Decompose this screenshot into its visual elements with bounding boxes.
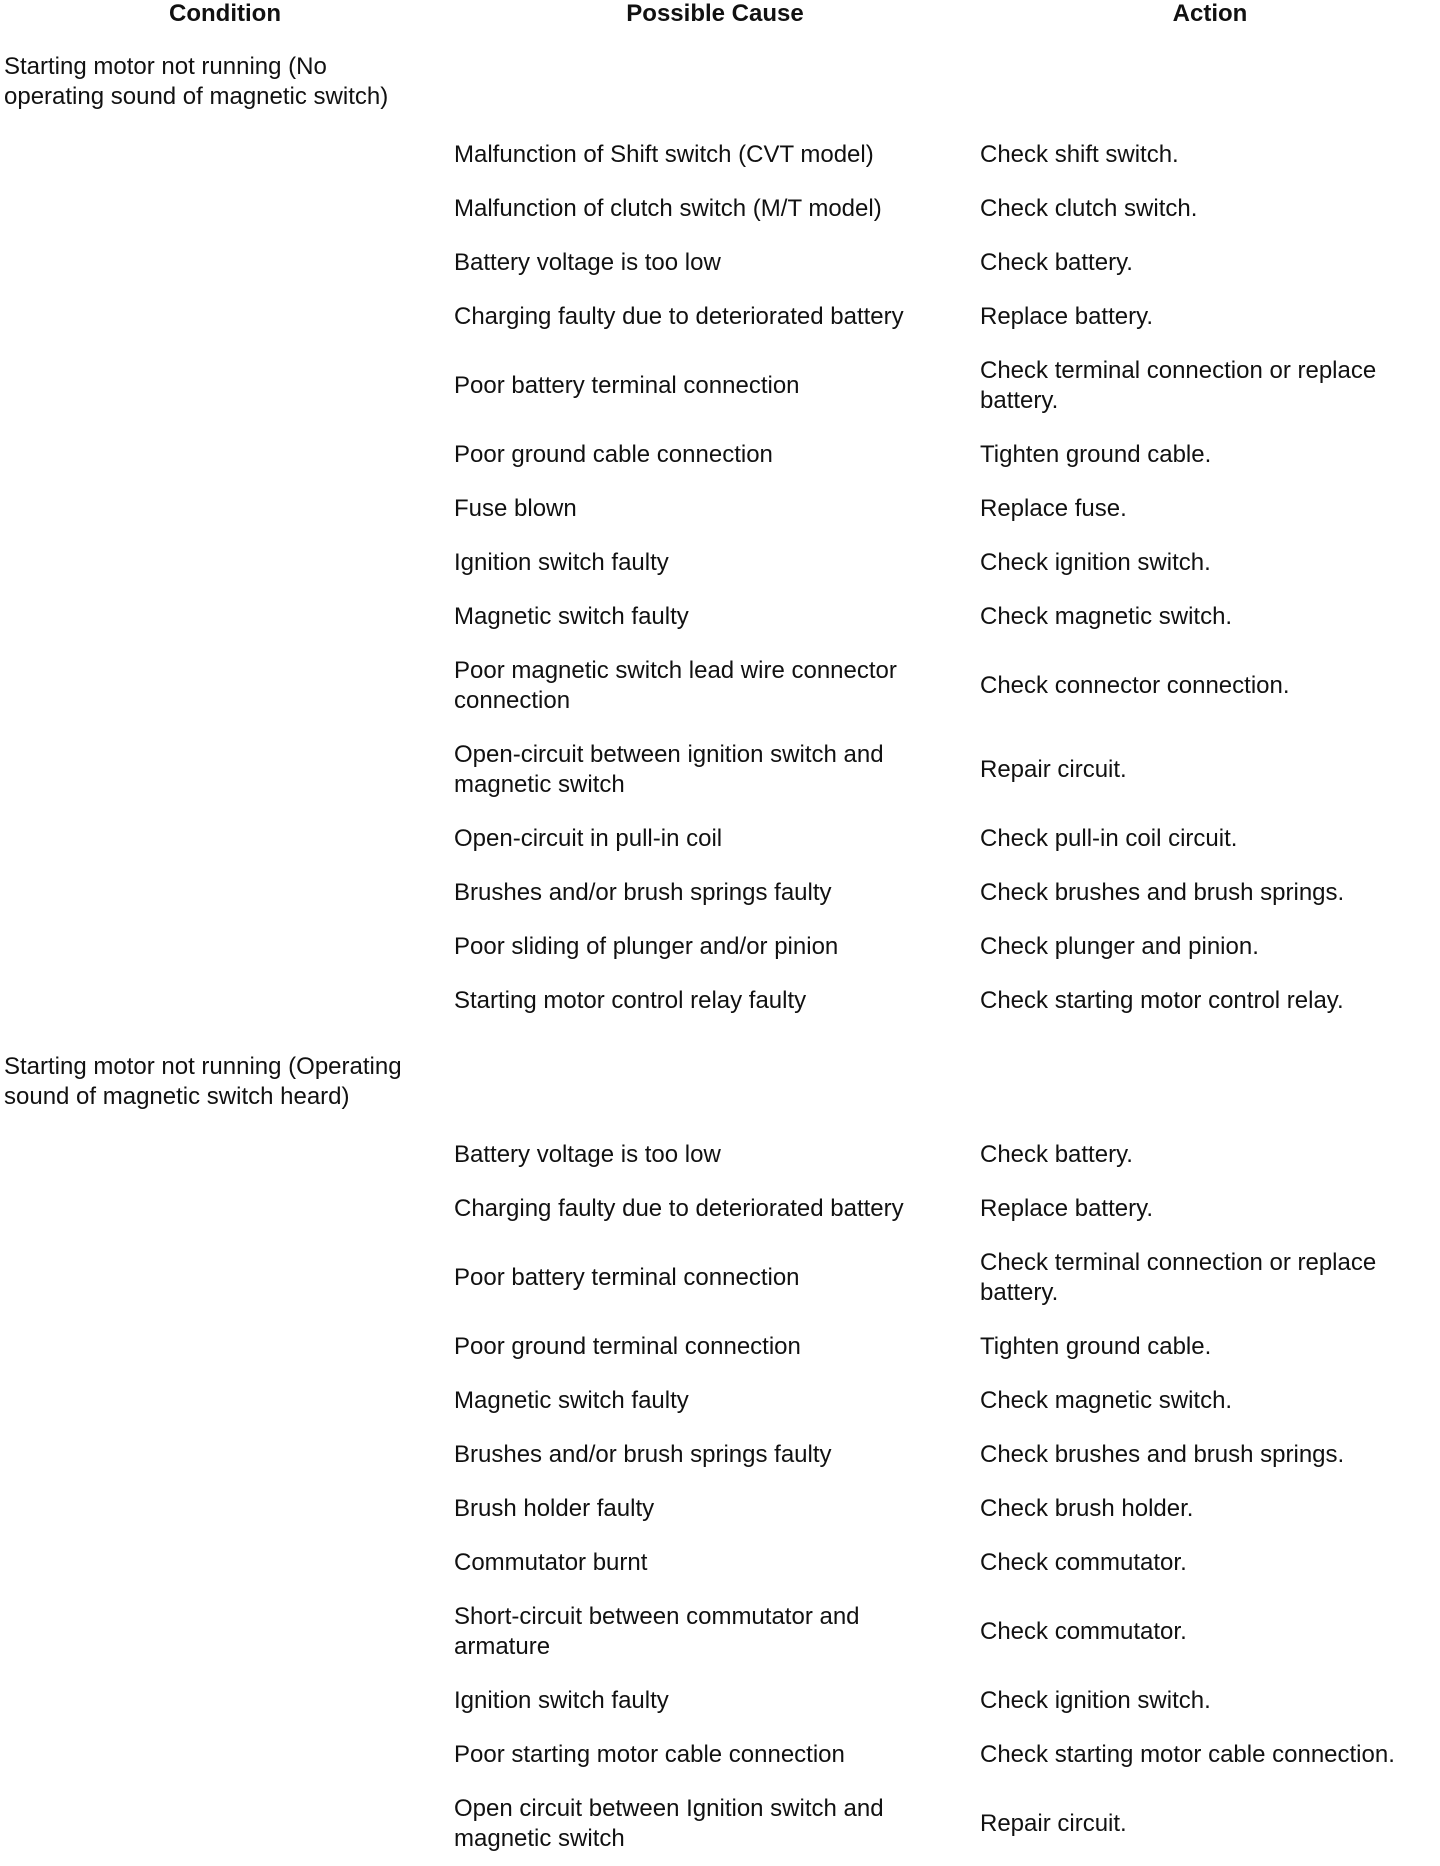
empty-condition-cell [0, 812, 450, 866]
empty-condition-cell [0, 1236, 450, 1320]
action-cell: Check connector connection. [980, 672, 1290, 699]
possible-cause-cell: Poor battery terminal connection [454, 1264, 800, 1291]
table-row [0, 482, 1440, 536]
table-row [0, 920, 1440, 974]
empty-condition-cell [0, 482, 450, 536]
action-cell: Replace fuse. [980, 495, 1127, 522]
header-action: Action [1172, 0, 1248, 27]
table-row [0, 344, 1440, 428]
possible-cause-cell: Poor ground terminal connection [454, 1333, 801, 1360]
header-row [0, 0, 1440, 28]
table-row [0, 1590, 1440, 1674]
action-cell: Check ignition switch. [980, 549, 1211, 576]
empty-condition-cell [0, 1128, 450, 1182]
possible-cause-cell: Battery voltage is too low [454, 1141, 721, 1168]
possible-cause-cell: Poor starting motor cable connection [454, 1741, 845, 1768]
header-condition: Condition [169, 0, 281, 27]
header-possible-cause: Possible Cause [626, 0, 804, 27]
empty-condition-cell [0, 428, 450, 482]
action-cell: Check battery. [980, 1141, 1133, 1168]
possible-cause-cell: Starting motor control relay faulty [454, 987, 807, 1014]
empty-condition-cell [0, 344, 450, 428]
possible-cause-cell: Open-circuit between ignition switch and magnetic switch [454, 741, 884, 798]
condition-text: Starting motor not running (No operating sound of magnetic switch) [4, 53, 389, 110]
empty-condition-cell [0, 290, 450, 344]
action-cell: Check commutator. [980, 1618, 1187, 1645]
possible-cause-cell: Poor battery terminal connection [454, 372, 800, 399]
action-cell: Tighten ground cable. [980, 1333, 1212, 1360]
empty-condition-cell [0, 236, 450, 290]
possible-cause-cell: Open-circuit in pull-in coil [454, 825, 723, 852]
empty-condition-cell [0, 128, 450, 182]
empty-condition-cell [0, 866, 450, 920]
empty-cell [980, 1028, 1440, 1128]
table-row [0, 644, 1440, 728]
action-cell: Check battery. [980, 249, 1133, 276]
action-cell: Repair circuit. [980, 756, 1127, 783]
table-row [0, 1782, 1440, 1866]
condition-cell [0, 28, 450, 128]
action-cell: Check magnetic switch. [980, 603, 1233, 630]
empty-condition-cell [0, 1728, 450, 1782]
table-row [0, 1482, 1440, 1536]
table-row [0, 1728, 1440, 1782]
empty-cell [450, 28, 980, 128]
action-cell: Tighten ground cable. [980, 441, 1212, 468]
table-row [0, 1182, 1440, 1236]
empty-condition-cell [0, 1428, 450, 1482]
possible-cause-cell: Ignition switch faulty [454, 1687, 669, 1714]
possible-cause-cell: Magnetic switch faulty [454, 1387, 689, 1414]
action-cell: Check shift switch. [980, 141, 1179, 168]
possible-cause-cell: Ignition switch faulty [454, 549, 669, 576]
condition-row [0, 1028, 1440, 1128]
table-row [0, 536, 1440, 590]
possible-cause-cell: Brush holder faulty [454, 1495, 655, 1522]
action-cell: Check terminal connection or replace battery. [980, 1249, 1377, 1306]
possible-cause-cell: Fuse blown [454, 495, 577, 522]
empty-condition-cell [0, 1320, 450, 1374]
table-body [0, 28, 1440, 1866]
empty-condition-cell [0, 536, 450, 590]
action-cell: Check brushes and brush springs. [980, 1441, 1345, 1468]
empty-condition-cell [0, 644, 450, 728]
empty-cell [980, 28, 1440, 128]
table-row [0, 1320, 1440, 1374]
empty-condition-cell [0, 590, 450, 644]
table-row [0, 1236, 1440, 1320]
possible-cause-cell: Battery voltage is too low [454, 249, 721, 276]
empty-condition-cell [0, 1182, 450, 1236]
empty-condition-cell [0, 728, 450, 812]
action-cell: Check clutch switch. [980, 195, 1198, 222]
empty-condition-cell [0, 1536, 450, 1590]
empty-condition-cell [0, 1590, 450, 1674]
possible-cause-cell: Charging faulty due to deteriorated battery [454, 1195, 904, 1222]
empty-condition-cell [0, 1782, 450, 1866]
table-row [0, 590, 1440, 644]
table-row [0, 236, 1440, 290]
empty-condition-cell [0, 182, 450, 236]
action-cell: Check plunger and pinion. [980, 933, 1259, 960]
possible-cause-cell: Malfunction of clutch switch (M/T model) [454, 195, 882, 222]
empty-cell [450, 1028, 980, 1128]
table-row [0, 1536, 1440, 1590]
table-row [0, 974, 1440, 1028]
table-row [0, 812, 1440, 866]
table-row [0, 866, 1440, 920]
table-row [0, 290, 1440, 344]
possible-cause-cell: Charging faulty due to deteriorated battery [454, 303, 904, 330]
action-cell: Check magnetic switch. [980, 1387, 1233, 1414]
action-cell: Check terminal connection or replace battery. [980, 357, 1377, 414]
possible-cause-cell: Brushes and/or brush springs faulty [454, 879, 832, 906]
possible-cause-cell: Magnetic switch faulty [454, 603, 689, 630]
table-row [0, 182, 1440, 236]
action-cell: Check starting motor cable connection. [980, 1741, 1395, 1768]
empty-condition-cell [0, 974, 450, 1028]
table-row [0, 1428, 1440, 1482]
possible-cause-cell: Poor sliding of plunger and/or pinion [454, 933, 839, 960]
action-cell: Check commutator. [980, 1549, 1187, 1576]
possible-cause-cell: Open circuit between Ignition switch and magnetic switch [454, 1795, 884, 1852]
possible-cause-cell: Short-circuit between commutator and armature [454, 1603, 860, 1660]
table-row [0, 1374, 1440, 1428]
action-cell: Check pull-in coil circuit. [980, 825, 1238, 852]
empty-condition-cell [0, 1482, 450, 1536]
action-cell: Check ignition switch. [980, 1687, 1211, 1714]
action-cell: Check starting motor control relay. [980, 987, 1344, 1014]
table-row [0, 1128, 1440, 1182]
table-row [0, 1674, 1440, 1728]
action-cell: Repair circuit. [980, 1810, 1127, 1837]
table-row [0, 128, 1440, 182]
condition-text: Starting motor not running (Operating sound of magnetic switch heard) [4, 1053, 402, 1110]
table-header [0, 0, 1440, 28]
empty-condition-cell [0, 1674, 450, 1728]
empty-condition-cell [0, 920, 450, 974]
action-cell: Replace battery. [980, 1195, 1153, 1222]
possible-cause-cell: Brushes and/or brush springs faulty [454, 1441, 832, 1468]
condition-cell [0, 1028, 450, 1128]
table-row [0, 428, 1440, 482]
table-row [0, 728, 1440, 812]
possible-cause-cell: Malfunction of Shift switch (CVT model) [454, 141, 874, 168]
action-cell: Check brush holder. [980, 1495, 1194, 1522]
action-cell: Replace battery. [980, 303, 1153, 330]
condition-row [0, 28, 1440, 128]
possible-cause-cell: Poor ground cable connection [454, 441, 773, 468]
action-cell: Check brushes and brush springs. [980, 879, 1345, 906]
possible-cause-cell: Poor magnetic switch lead wire connector connection [454, 657, 897, 714]
possible-cause-cell: Commutator burnt [454, 1549, 648, 1576]
empty-condition-cell [0, 1374, 450, 1428]
